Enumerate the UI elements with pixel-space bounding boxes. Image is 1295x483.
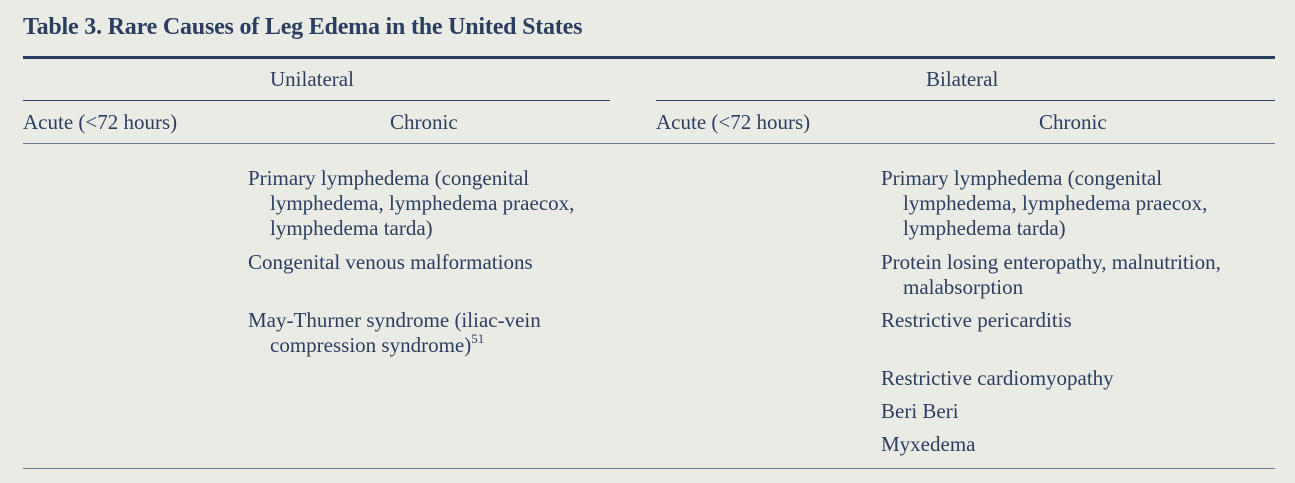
- bilateral-header-rule: [656, 100, 1275, 101]
- unilateral-header: Unilateral: [270, 67, 354, 91]
- item-line: malabsorption: [903, 275, 1024, 299]
- item-line: lymphedema tarda): [270, 216, 433, 240]
- item-line: [248, 333, 541, 358]
- table-title: Table 3. Rare Causes of Leg Edema in the United States: [23, 14, 583, 40]
- header-bottom-rule: [23, 143, 1275, 144]
- item-line-text: compression syndrome): [270, 333, 472, 357]
- list-item: [881, 399, 959, 424]
- item-line: lymphedema, lymphedema praecox,: [270, 191, 575, 215]
- bilateral-chronic-header: Chronic: [1039, 110, 1107, 134]
- title-rule: [23, 56, 1275, 59]
- reference-superscript: 51: [471, 331, 485, 346]
- item-line: lymphedema tarda): [903, 216, 1066, 240]
- item-line: Restrictive cardiomyopathy: [881, 366, 1114, 390]
- item-line: Primary lymphedema (congenital: [248, 166, 530, 190]
- list-item: [881, 166, 1207, 241]
- bilateral-acute-header: Acute (<72 hours): [656, 110, 811, 134]
- list-item: [248, 166, 574, 241]
- unilateral-acute-header: Acute (<72 hours): [23, 110, 178, 134]
- list-item: [881, 250, 1221, 300]
- list-item: [881, 432, 975, 457]
- item-line: Primary lymphedema (congenital: [881, 166, 1163, 190]
- item-line: Myxedema: [881, 432, 976, 456]
- item-line: Restrictive pericarditis: [881, 308, 1072, 332]
- unilateral-header-rule: [23, 100, 610, 101]
- list-item: [881, 366, 1114, 391]
- list-item: [248, 250, 533, 275]
- item-line: Protein losing enteropathy, malnutrition,: [881, 250, 1221, 274]
- list-item: [248, 308, 541, 358]
- item-line: lymphedema, lymphedema praecox,: [903, 191, 1208, 215]
- item-line: Beri Beri: [881, 399, 959, 423]
- bilateral-header: Bilateral: [926, 67, 999, 91]
- item-line: Congenital venous malformations: [248, 250, 533, 274]
- list-item: [881, 308, 1072, 333]
- item-line: May-Thurner syndrome (iliac-vein: [248, 308, 541, 332]
- table-bottom-rule: [23, 468, 1275, 469]
- unilateral-chronic-header: Chronic: [390, 110, 458, 134]
